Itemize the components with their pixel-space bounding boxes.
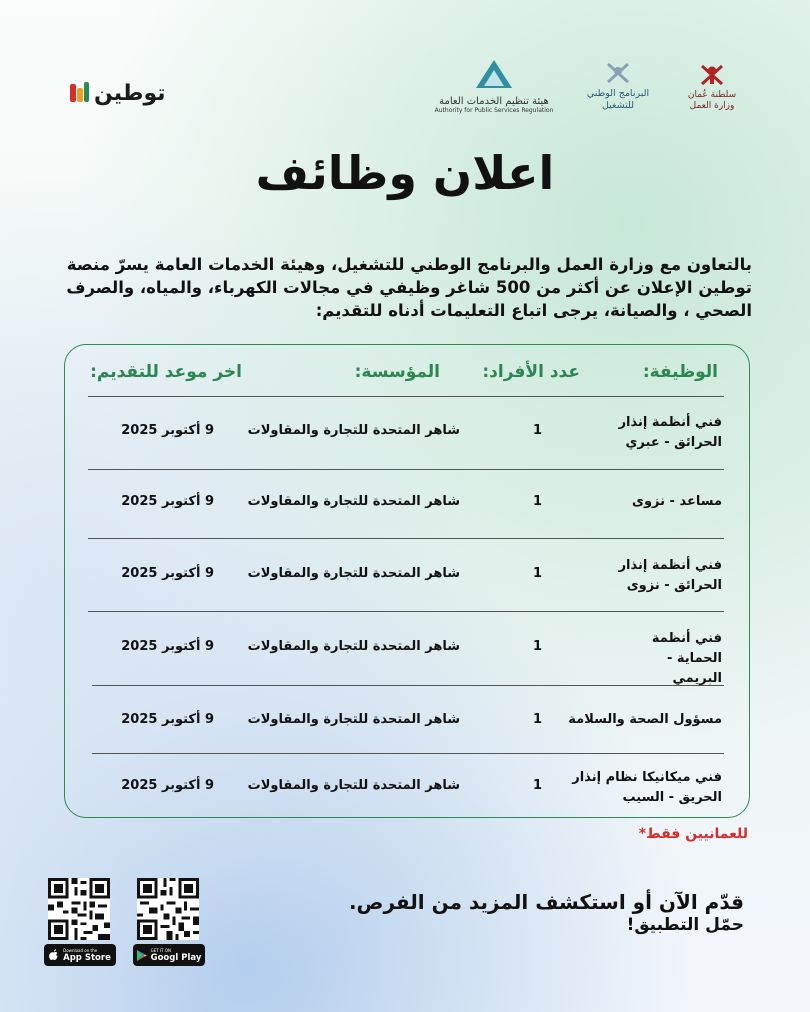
row1-org: شاهر المتحدة للتجارة والمقاولات	[247, 423, 460, 438]
row-divider	[88, 538, 724, 539]
apsr-logo	[424, 58, 564, 120]
cta-headline: قدّم الآن أو استكشف المزيد من الفرص.	[348, 890, 744, 914]
header-job: الوظيفة:	[642, 362, 718, 382]
row1-deadline: 9 أكتوبر 2025	[121, 423, 214, 438]
mol-logo	[676, 62, 748, 122]
google-play-badge[interactable]	[133, 944, 205, 966]
apsr-triangle-icon	[474, 75, 514, 94]
app-store-badge[interactable]	[44, 944, 116, 966]
tawteen-wordmark: توطين	[94, 80, 166, 106]
row5-org: شاهر المتحدة للتجارة والمقاولات	[247, 712, 460, 727]
row3-job: فني أنظمة إنذار الحرائق - نزوى	[618, 558, 722, 593]
oman-emblem-icon	[698, 71, 726, 90]
row-divider	[92, 753, 724, 754]
intro-paragraph: بالتعاون مع وزارة العمل والبرنامج الوطني للتشغيل، وهيئة الخدمات العامة يسرّ منصة توطين الإعلان عن أكثر من 500 شاغر وظيفي في مجالات الكهرباء، والمياه، والصرف الصحي ، والصيانة، يرجى اتباع التعليمات أدناه للتقديم:	[66, 255, 752, 320]
appstore-badge-big: App Store	[63, 952, 111, 963]
appstore-badge-small: Download on the	[63, 947, 98, 953]
cta-download: حمّل التطبيق!	[626, 915, 744, 935]
tawteen-mark-icon	[68, 80, 90, 106]
nep-logo	[578, 62, 658, 122]
mol-line2: وزارة العمل	[689, 101, 735, 111]
nep-line1: البرنامج الوطني	[586, 88, 650, 99]
header-count: عدد الأفراد:	[482, 362, 580, 382]
qr-code-appstore[interactable]	[48, 878, 110, 940]
qr-code-googleplay[interactable]	[137, 878, 199, 940]
row5-job: مسؤول الصحة والسلامة	[568, 712, 722, 727]
row6-org: شاهر المتحدة للتجارة والمقاولات	[247, 778, 460, 793]
apple-icon	[49, 946, 59, 965]
header-deadline: اخر موعد للتقديم:	[90, 362, 242, 382]
omanis-only-note: للعمانيين فقط*	[638, 826, 748, 842]
row3-count: 1	[532, 566, 542, 581]
row4-job: فني أنظمة الحماية - البريمي	[651, 631, 722, 686]
google-play-icon	[137, 946, 147, 965]
row3-org: شاهر المتحدة للتجارة والمقاولات	[247, 566, 460, 581]
row2-count: 1	[532, 494, 542, 509]
page-title: اعلان وظائف	[255, 146, 555, 200]
row2-job: مساعد - نزوى	[632, 494, 722, 509]
row4-count: 1	[532, 639, 542, 654]
googleplay-badge-small: GET IT ON	[150, 947, 171, 953]
row-divider	[88, 469, 724, 470]
apsr-name-en: Authority for Public Services Regulation	[434, 107, 554, 114]
row4-org: شاهر المتحدة للتجارة والمقاولات	[247, 639, 460, 654]
row1-count: 1	[532, 423, 542, 438]
row6-deadline: 9 أكتوبر 2025	[121, 778, 214, 793]
row1-job: فني أنظمة إنذار الحرائق - عبري	[618, 415, 722, 450]
nep-emblem-icon	[604, 69, 632, 88]
tawteen-logo	[68, 76, 208, 110]
row6-count: 1	[532, 778, 542, 793]
mol-line1: سلطنة عُمان	[687, 90, 737, 100]
row4-deadline: 9 أكتوبر 2025	[121, 639, 214, 654]
row3-deadline: 9 أكتوبر 2025	[121, 566, 214, 581]
row-divider	[88, 611, 724, 612]
row-divider	[88, 396, 724, 397]
googleplay-badge-big: Googl Play	[150, 952, 202, 963]
row2-org: شاهر المتحدة للتجارة والمقاولات	[247, 494, 460, 509]
row5-count: 1	[532, 712, 542, 727]
row2-deadline: 9 أكتوبر 2025	[121, 494, 214, 509]
apsr-name-ar: هيئة تنظيم الخدمات العامة	[439, 96, 549, 107]
row6-job: فني ميكانيكا نظام إنذار الحريق - السيب	[572, 770, 722, 805]
row5-deadline: 9 أكتوبر 2025	[121, 712, 214, 727]
nep-line2: للتشغيل	[601, 100, 635, 111]
row-divider	[92, 685, 724, 686]
header-org: المؤسسة:	[354, 362, 440, 382]
